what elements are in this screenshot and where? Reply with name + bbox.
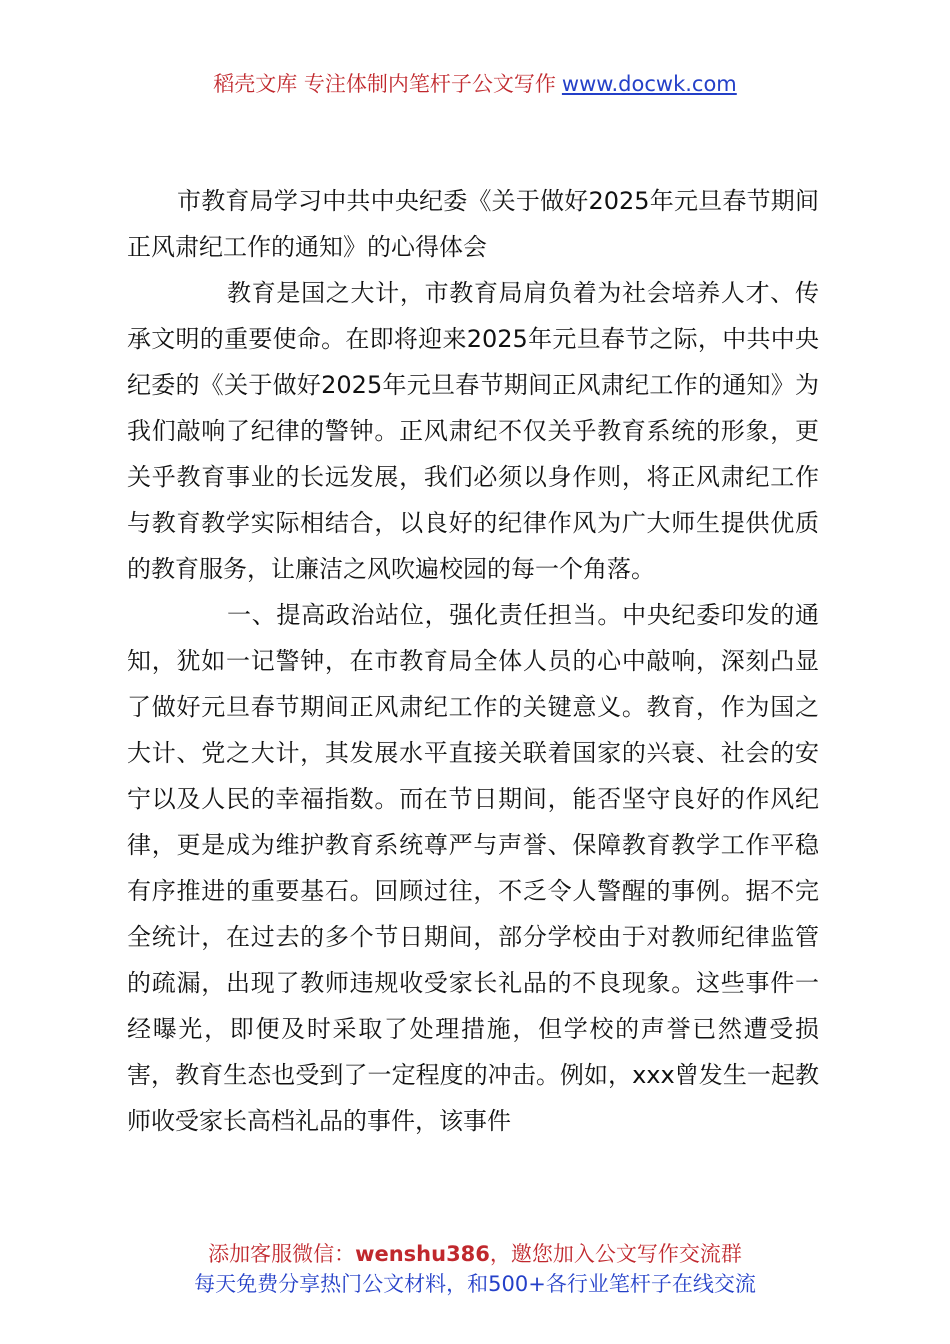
footer-contact-prefix: 添加客服微信： xyxy=(208,1242,356,1266)
site-url-link[interactable]: www.docwk.com xyxy=(561,72,737,96)
document-title: 市教育局学习中共中央纪委《关于做好2025年元旦春节期间正风肃纪工作的通知》的心得体会 xyxy=(127,187,819,261)
footer-contact-suffix: ，邀您加入公文写作交流群 xyxy=(489,1242,742,1266)
site-footer xyxy=(0,1239,950,1299)
header-slogan: 稻壳文库 专注体制内笔杆子公文写作 xyxy=(213,72,556,96)
footer-promo-line: 每天免费分享热门公文材料，和500+各行业笔杆子在线交流 xyxy=(194,1272,756,1296)
site-header xyxy=(0,68,950,100)
paragraph-section-one: 一、提高政治站位，强化责任担当。中央纪委印发的通知，犹如一记警钟，在市教育局全体人员的心中敲响，深刻凸显了做好元旦春节期间正风肃纪工作的关键意义。教育，作为国之大计、党之大计，其发展水平直接关联着国家的兴衰、社会的安宁以及人民的幸福指数。而在节日期间，能否坚守良好的作风纪律，更是成为维护教育系统尊严与声誉、保障教育教学工作平稳有序推进的重要基石。回顾过往，不乏令人警醒的事例。据不完全统计，在过去的多个节日期间，部分学校由于对教师纪律监管的疏漏，出现了教师违规收受家长礼品的不良现象。这些事件一经曝光，即便及时采取了处理措施，但学校的声誉已然遭受损害，教育生态也受到了一定程度的冲击。例如，xxx曾发生一起教师收受家长高档礼品的事件，该事件 xyxy=(127,601,819,1135)
document-body xyxy=(127,178,819,1144)
footer-contact-line xyxy=(0,1239,950,1269)
paragraph-intro: 教育是国之大计，市教育局肩负着为社会培养人才、传承文明的重要使命。在即将迎来2025年元旦春节之际，中共中央纪委的《关于做好2025年元旦春节期间正风肃纪工作的通知》为我们敲响了纪律的警钟。正风肃纪不仅关乎教育系统的形象，更关乎教育事业的长远发展，我们必须以身作则，将正风肃纪工作与教育教学实际相结合，以良好的纪律作风为广大师生提供优质的教育服务，让廉洁之风吹遍校园的每一个角落。 xyxy=(127,279,819,583)
wechat-id: wenshu386 xyxy=(355,1242,490,1266)
